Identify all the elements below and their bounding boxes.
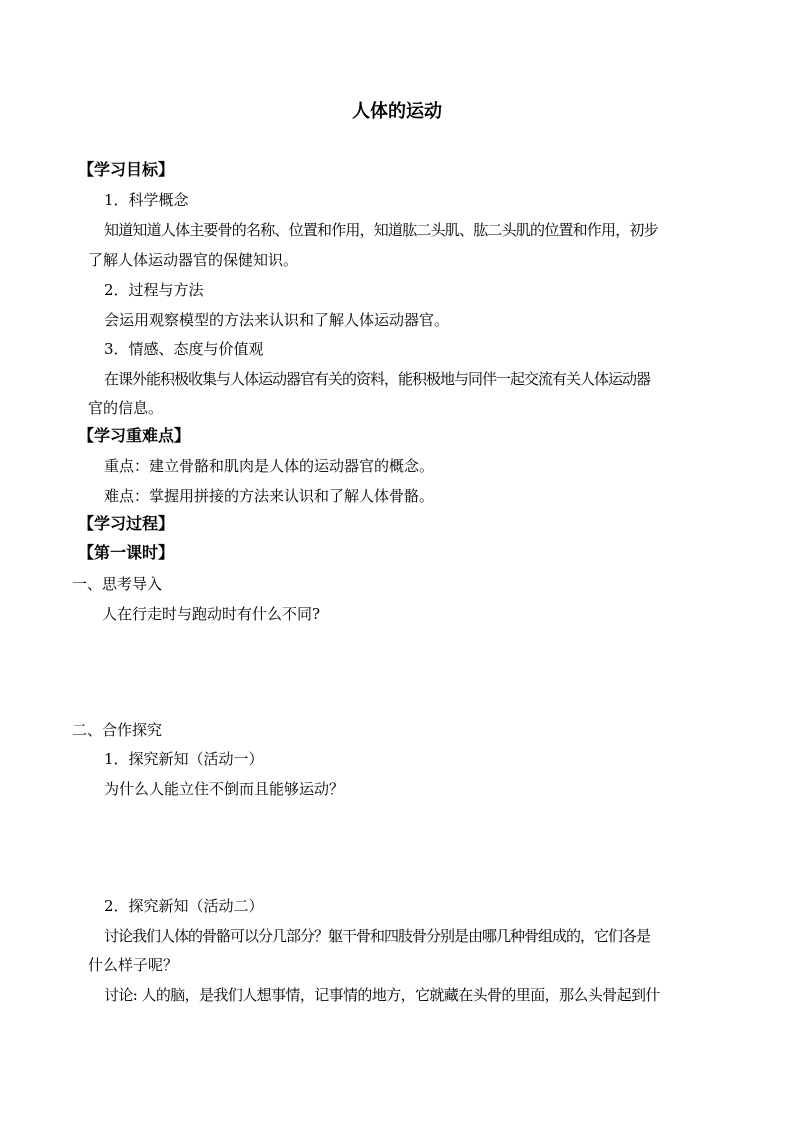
subheading-cooperative-inquiry: 二、合作探究 (72, 721, 163, 739)
item-process-method: 2．过程与方法 (104, 281, 204, 299)
paragraph-line: 讨论: 人的脑，是我们人想事情，记事情的地方，它就藏在头骨的里面，那么头骨起到什 (104, 986, 660, 1004)
paragraph-line: 官的信息。 (88, 399, 164, 417)
paragraph-line: 难点：掌握用拼接的方法来认识和了解人体骨骼。 (104, 487, 435, 505)
section-heading-goals: 【学习目标】 (78, 160, 175, 179)
paragraph-line: 在课外能积极收集与人体运动器官有关的资料，能积极地与同伴一起交流有关人体运动器 (104, 370, 651, 388)
paragraph-line: 讨论我们人体的骨骼可以分几部分？躯干骨和四肢骨分别是由哪几种骨组成的，它们各是 (104, 927, 651, 945)
section-heading-first-lesson: 【第一课时】 (78, 543, 175, 562)
item-activity-two: 2．探究新知（活动二） (104, 897, 264, 915)
subheading-intro: 一、思考导入 (72, 575, 163, 593)
paragraph-line: 了解人体运动器官的保健知识。 (88, 251, 299, 269)
section-heading-key-points: 【学习重难点】 (78, 426, 191, 445)
paragraph-line: 什么样子呢？ (88, 956, 179, 974)
section-heading-process: 【学习过程】 (78, 514, 175, 533)
document-title: 人体的运动 (352, 101, 442, 122)
item-emotion-values: 3．情感、态度与价值观 (104, 340, 264, 358)
paragraph-line: 知道知道人体主要骨的名称、位置和作用，知道肱二头肌、肱二头肌的位置和作用，初步 (104, 221, 658, 239)
paragraph-line: 会运用观察模型的方法来认识和了解人体运动器官。 (104, 311, 450, 329)
item-science-concept: 1．科学概念 (104, 191, 189, 209)
paragraph-line: 重点：建立骨骼和肌肉是人体的运动器官的概念。 (104, 457, 435, 475)
paragraph-line: 人在行走时与跑动时有什么不同? (102, 605, 321, 623)
paragraph-line: 为什么人能立住不倒而且能够运动？ (104, 780, 345, 798)
item-activity-one: 1．探究新知（活动一） (104, 750, 264, 768)
